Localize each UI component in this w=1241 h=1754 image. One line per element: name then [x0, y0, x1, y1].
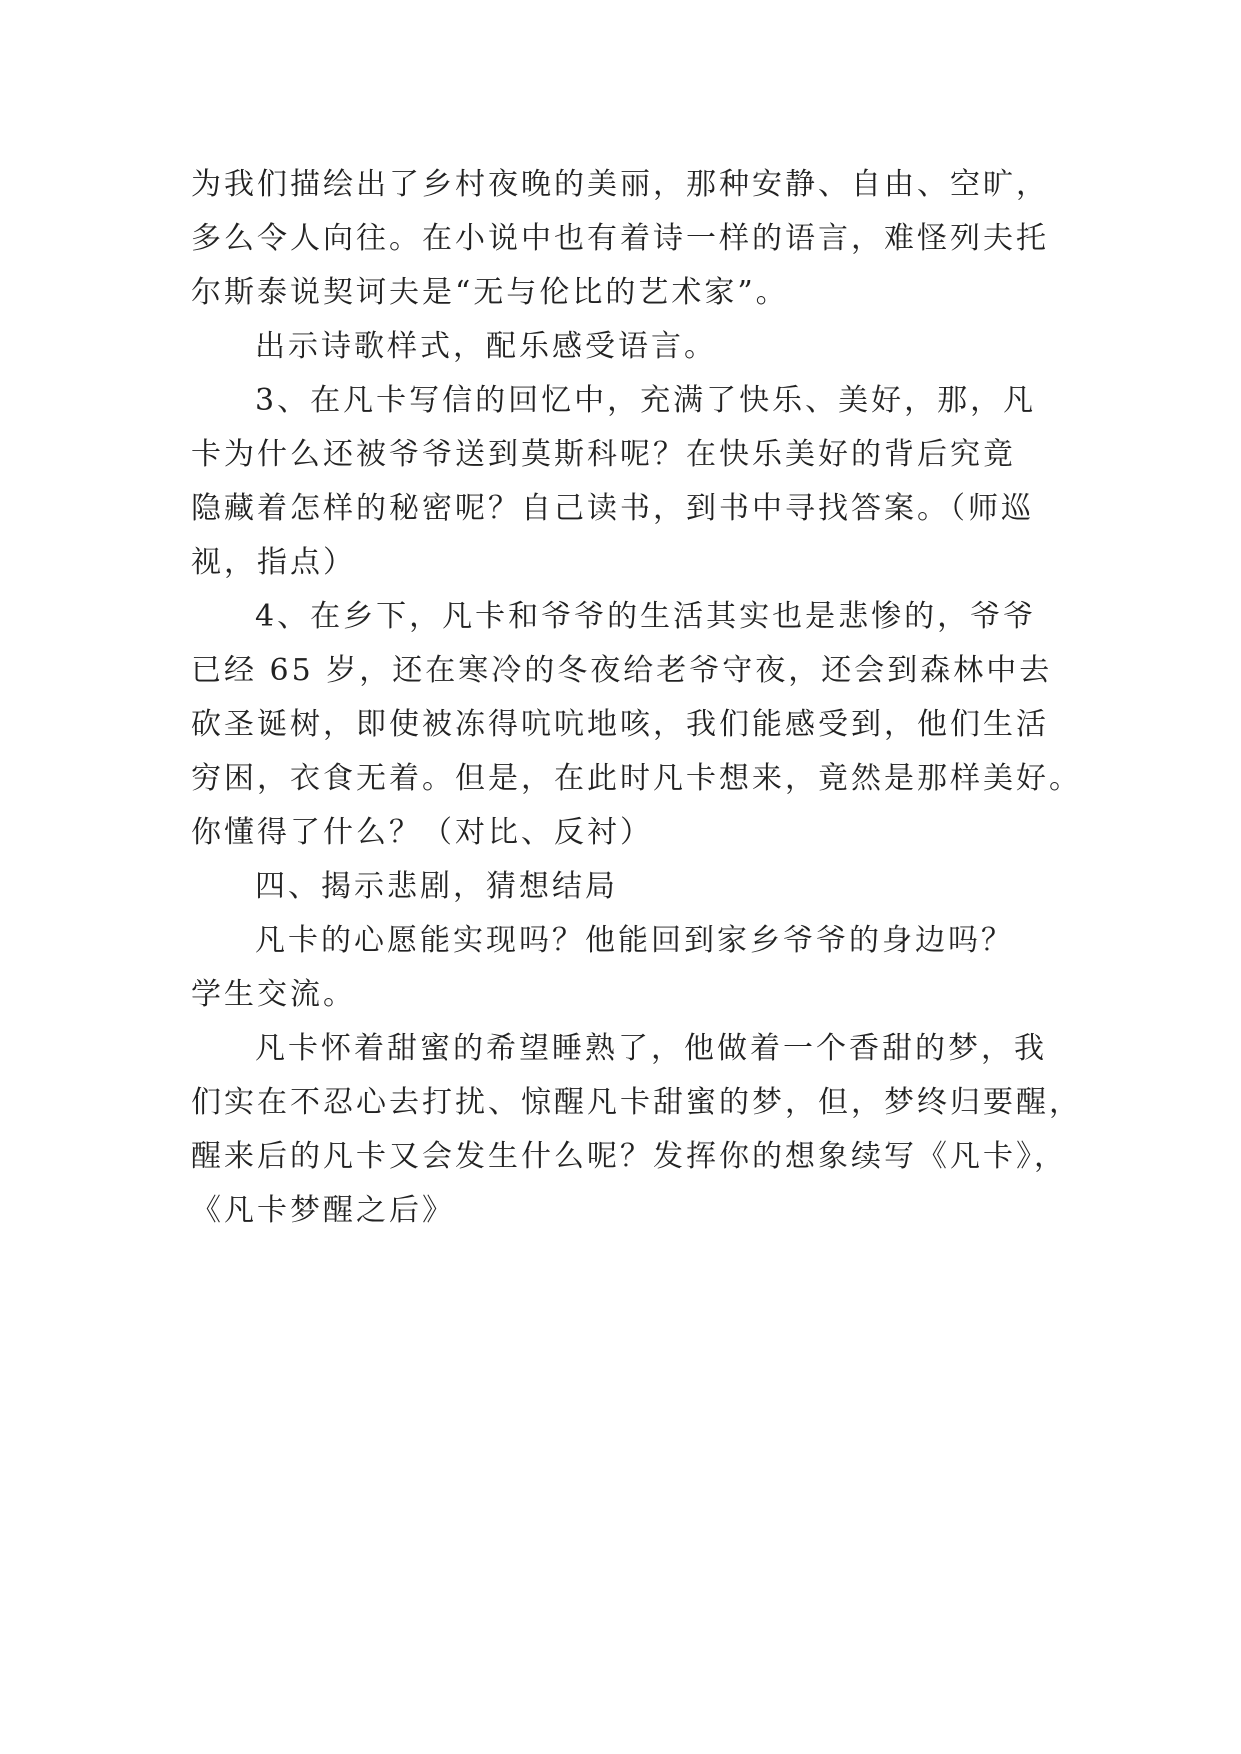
- text-line: 4、在乡下，凡卡和爷爷的生活其实也是悲惨的，爷爷: [255, 599, 1037, 634]
- text-line: 卡为什么还被爷爷送到莫斯科呢？在快乐美好的背后究竟: [191, 437, 1016, 472]
- text-line: 已经 65 岁，还在寒冷的冬夜给老爷守夜，还会到森林中去: [191, 653, 1053, 688]
- text-line: 多么令人向往。在小说中也有着诗一样的语言，难怪列夫托: [191, 221, 1049, 256]
- text-line: 尔斯泰说契诃夫是“无与伦比的艺术家”。: [191, 275, 789, 310]
- text-line: 凡卡的心愿能实现吗？他能回到家乡爷爷的身边吗？: [255, 923, 1014, 958]
- text-line: 们实在不忍心去打扰、惊醒凡卡甜蜜的梦，但，梦终归要醒，: [191, 1085, 1082, 1120]
- text-line: 3、在凡卡写信的回忆中，充满了快乐、美好，那，凡: [255, 383, 1037, 418]
- text-line: 《凡卡梦醒之后》: [191, 1193, 455, 1228]
- text-line: 凡卡怀着甜蜜的希望睡熟了，他做着一个香甜的梦，我: [255, 1031, 1047, 1066]
- text-line: 为我们描绘出了乡村夜晚的美丽，那种安静、自由、空旷，: [191, 167, 1049, 202]
- text-line: 出示诗歌样式，配乐感受语言。: [255, 329, 717, 364]
- text-line: 醒来后的凡卡又会发生什么呢？发挥你的想象续写《凡卡》，: [191, 1139, 1067, 1174]
- text-line: 穷困，衣食无着。但是，在此时凡卡想来，竟然是那样美好。: [191, 761, 1082, 796]
- text-line: 学生交流。: [191, 977, 356, 1012]
- text-line: 隐藏着怎样的秘密呢？自己读书，到书中寻找答案。（师巡: [191, 491, 1034, 526]
- text-line: 砍圣诞树，即使被冻得吭吭地咳，我们能感受到，他们生活: [191, 707, 1049, 742]
- text-line: 四、揭示悲剧，猜想结局: [255, 869, 618, 904]
- text-line: 你懂得了什么？（对比、反衬）: [191, 815, 653, 850]
- text-line: 视，指点）: [191, 545, 356, 580]
